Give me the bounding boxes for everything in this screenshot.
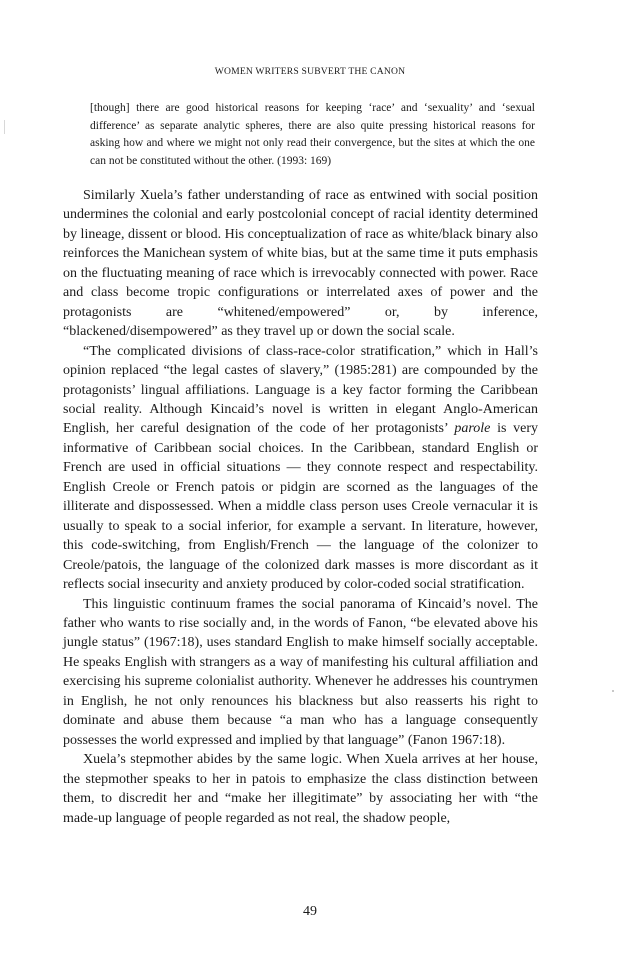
page-number: 49 [303,904,317,919]
scan-artifact-left [4,120,5,134]
scan-artifact-right [612,690,614,692]
body-text [63,186,538,828]
block-quote: [though] there are good historical reasons for keeping ‘race’ and ‘sexuality’ and ‘sexual difference’ as separate analytic spheres, there are also quite pressing historical reasons for asking how and where we might not only read their convergence, but the sites at which the one can not be constituted without the other. (1993: 169) [90,102,535,167]
paragraph-4: Xuela’s stepmother abides by the same logic. When Xuela arrives at her house, the stepmother speaks to her in patois to emphasize the class distinction between them, to discredit her and “make her illegitimate” by associating her with “the made-up language of people regarded as not real, the shadow people, [63,752,538,826]
paragraph-2: “The complicated divisions of class-race-color stratification,” which in Hall’s opinion replaced “the legal castes of slavery,” (1985:281) are compounded by the protagonists’ lingual affiliations. Language is a key factor forming the Caribbean social reality. Although Kincaid’s novel is written in elegant Anglo-American English, her careful designation of the code of her protagonists’ parole is very informative of Caribbean social choices. In the Caribbean, standard English or French are used in official situations — they connote respect and respectability. English Creole or French patois or pidgin are scorned as the languages of the illiterate and dispossessed. When a middle class person uses Creole vernacular it is usually to speak to a social inferior, for example a servant. In literature, however, this code-switching, from English/French — the language of the colonizer to Creole/patois, the language of the colonized dark masses is more discordant as it reflects social insecurity and anxiety produced by color-coded social stratification. [63,343,539,593]
paragraph-1: Similarly Xuela’s father understanding of race as entwined with social position undermines the colonial and early postcolonial concept of racial identity determined by lineage, dissent or blood. His conceptualization of race as white/black binary also reinforces the Manichean system of white bias, but at the same time it puts emphasis on the fluctuating meaning of race which is irrevocably connected with power. Race and class become tropic configurations or interrelated axes of power and the protagonists are “whitened/empowered” or, by inference, “blackened/disempowered” as they travel up or down the social scale. [63,188,538,340]
italic-term: parole [454,421,491,437]
running-head: WOMEN WRITERS SUBVERT THE CANON [214,66,406,77]
paragraph-3: This linguistic continuum frames the social panorama of Kincaid’s novel. The father who wants to rise socially and, in the words of Fanon, “be elevated above his jungle status” (1967:18), uses standard English to make himself socially acceptable. He speaks English with strangers as a way of manifesting his cultural affiliation and exercising his supreme colonialist authority. Whenever he addresses his countrymen in English, he not only renounces his blackness but also reasserts his right to dominate and abuse them because “a man who has a language consequently possesses the world expressed and implied by that language” (Fanon 1967:18). [63,596,538,748]
